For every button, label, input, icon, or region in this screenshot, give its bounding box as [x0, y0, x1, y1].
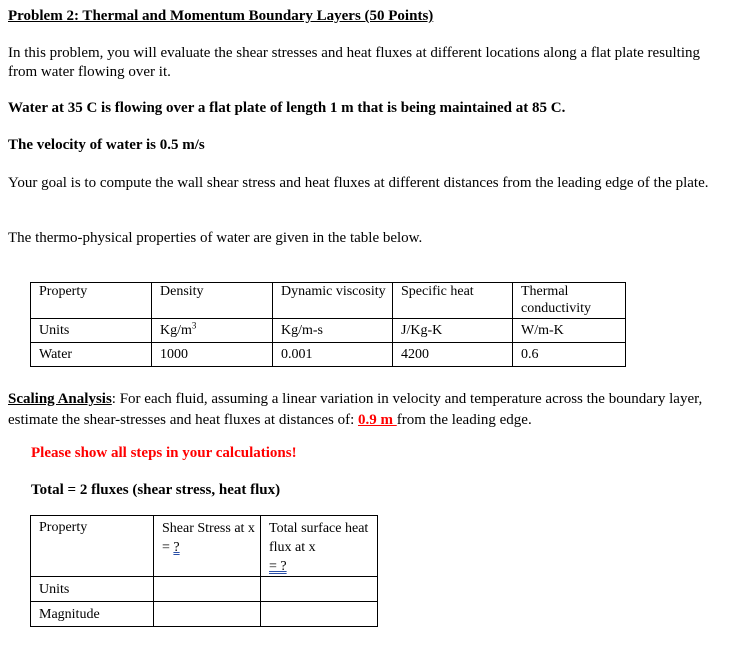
value-cell: 4200 [393, 343, 513, 367]
heat-header-text: Total surface heat flux at x [269, 521, 369, 555]
problem-title: Problem 2: Thermal and Momentum Boundary Layers (50 Points) [8, 8, 434, 24]
water-row [31, 343, 626, 367]
units-cell: Kg/m-s [273, 319, 393, 343]
empty-cell [154, 602, 261, 627]
table-intro-text: The thermo-physical properties of water are given in the table below. [8, 230, 423, 246]
header-cell [261, 516, 378, 577]
row-label: Magnitude [31, 602, 154, 627]
scaling-label: Scaling Analysis [8, 391, 112, 407]
total-text: Total = 2 fluxes (shear stress, heat flux) [31, 482, 281, 498]
header-cell: Specific heat [393, 283, 513, 319]
units-cell: W/m-K [513, 319, 626, 343]
header-cell: Density [152, 283, 273, 319]
table-header-row [31, 283, 626, 319]
header-cell [154, 516, 261, 577]
scaling-paragraph [8, 389, 728, 431]
shear-header-text: Shear Stress at x = [162, 521, 255, 555]
answer-magnitude-row [31, 602, 378, 627]
units-row [31, 319, 626, 343]
header-cell: Property [31, 283, 152, 319]
header-cell: Dynamic viscosity [273, 283, 393, 319]
empty-cell [154, 577, 261, 602]
units-cell: J/Kg-K [393, 319, 513, 343]
answer-table [30, 515, 378, 627]
scaling-text: : For each fluid, assuming a linear variation in velocity and temperature across the boundary layer, estimate the shear-stresses and heat fluxes at distances of: [8, 391, 703, 428]
units-cell [152, 319, 273, 343]
velocity-text: The velocity of water is 0.5 m/s [8, 137, 205, 153]
goal-paragraph: Your goal is to compute the wall shear stress and heat fluxes at different distances from the leading edge of the plate. [8, 175, 709, 191]
header-cell: Thermal conductivity [513, 283, 626, 319]
value-cell: 0.6 [513, 343, 626, 367]
heat-header-q: = ? [269, 559, 287, 574]
distance-value: 0.9 m [358, 412, 397, 428]
scaling-text-end: from the leading edge. [396, 412, 532, 428]
empty-cell [261, 577, 378, 602]
instruction-text: Please show all steps in your calculations! [31, 445, 297, 461]
value-cell: 1000 [152, 343, 273, 367]
row-label: Water [31, 343, 152, 367]
empty-cell [261, 602, 378, 627]
density-units-exponent: 3 [191, 320, 197, 331]
header-cell: Property [31, 516, 154, 577]
condition-text: Water at 35 C is flowing over a flat plate of length 1 m that is being maintained at 85 C. [8, 100, 566, 116]
properties-table [30, 282, 626, 367]
answer-header-row [31, 516, 378, 577]
value-cell: 0.001 [273, 343, 393, 367]
shear-header-q: ? [173, 540, 180, 555]
row-label: Units [31, 577, 154, 602]
density-units-base: Kg/m [160, 323, 192, 338]
answer-units-row [31, 577, 378, 602]
intro-paragraph: In this problem, you will evaluate the shear stresses and heat fluxes at different locations along a flat plate resulting from water flowing over it. [8, 45, 701, 80]
row-label: Units [31, 319, 152, 343]
